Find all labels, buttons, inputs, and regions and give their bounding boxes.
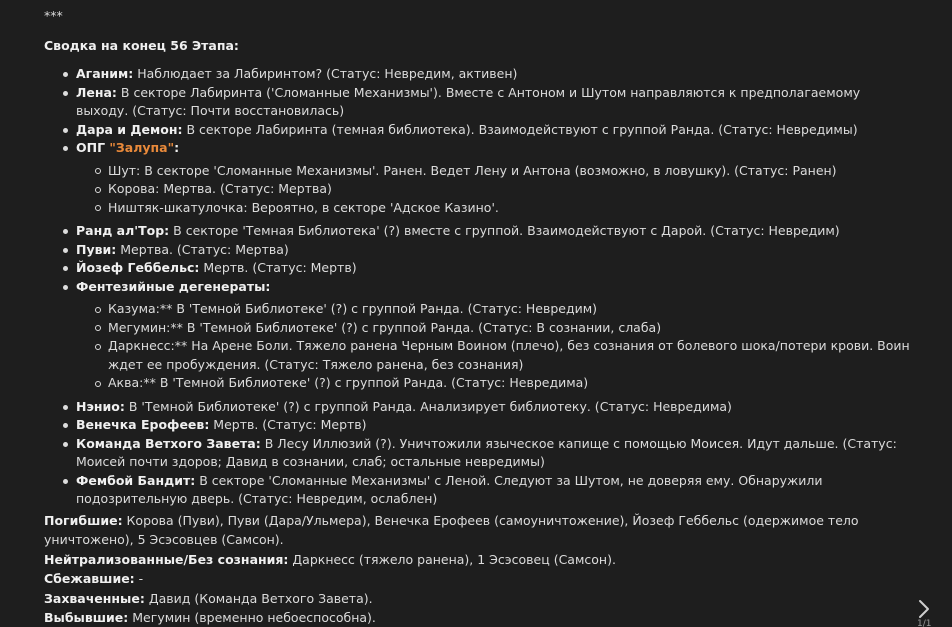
sub-list-item: Казума:** В 'Темной Библиотеке' (?) с группой Ранда. (Статус: Невредим): [76, 300, 912, 319]
sub-list-item: Шут: В секторе 'Сломанные Механизмы'. Ранен. Ведет Лену и Антона (возможно, в ловушку). (Статус: Ранен): [76, 162, 912, 181]
character-list: [44, 65, 912, 509]
totals-line: [44, 569, 912, 589]
summary-heading: Сводка на конец 56 Этапа:: [44, 38, 239, 53]
sub-list-item: Даркнесс:** На Арене Боли. Тяжело ранена Черным Воином (плечо), без сознания от болевого шока/потери крови. Воин ждет ее пробуждения. (Статус: Тяжело ранена, без сознания): [76, 337, 912, 374]
totals-line: [44, 511, 912, 550]
totals-label: Погибшие:: [44, 512, 123, 528]
sub-list-item: Аква:** В 'Темной Библиотеке' (?) с группой Ранда. (Статус: Невредима): [76, 374, 912, 393]
entry-name: Венечка Ерофеев:: [76, 417, 210, 432]
entry-text: Мертва. (Статус: Мертва): [116, 241, 289, 257]
summary-document: [44, 6, 912, 627]
totals-text: -: [134, 571, 144, 586]
list-item-puvi: [44, 241, 912, 260]
totals-line: [44, 550, 912, 570]
entry-name: Йозеф Геббельс:: [76, 260, 200, 275]
entry-text: В секторе Лабиринта ('Сломанные Механизмы'). Вместе с Антоном и Шутом направляются к предполагаемому выходу. (Статус: Почти восстановилась): [76, 84, 861, 118]
entry-text: В секторе 'Темная Библиотека' (?) вместе с группой. Взаимодействуют с Дарой. (Статус: Невредим): [169, 223, 840, 238]
totals-section: [44, 511, 912, 627]
list-item-lena: [44, 84, 912, 121]
entry-name: Лена:: [76, 84, 117, 100]
totals-label: Захваченные:: [44, 590, 145, 606]
list-item-old-testament: [44, 435, 912, 472]
page-counter: 1/1: [917, 619, 932, 627]
next-page-button[interactable]: [913, 598, 935, 620]
list-item-femboy: [44, 472, 912, 509]
entry-name: Команда Ветхого Завета:: [76, 435, 261, 451]
entry-name: Нэнио:: [76, 398, 125, 414]
list-item-dara: [44, 121, 912, 140]
entry-text: Наблюдает за Лабиринтом? (Статус: Невредим, активен): [133, 66, 518, 81]
sub-list-item: Корова: Мертва. (Статус: Мертва): [76, 180, 912, 199]
sub-list-item: Мегумин:** В 'Темной Библиотеке' (?) с группой Ранда. (Статус: В сознании, слаба): [76, 319, 912, 338]
totals-text: Мегумин (временно небоеспособна).: [128, 610, 376, 625]
totals-text: Даркнесс (тяжело ранена), 1 Эсэсовец (Самсон).: [288, 551, 616, 567]
group-name-highlight: "Залупа": [109, 140, 175, 155]
totals-text: Давид (Команда Ветхого Завета).: [144, 590, 373, 606]
list-item-opg: [44, 139, 912, 217]
entry-name: Дара и Демон:: [76, 121, 183, 137]
entry-text: Мертв. (Статус: Мертв): [209, 417, 367, 432]
totals-label: Нейтрализованные/Без сознания:: [44, 551, 289, 567]
entry-text: В секторе 'Сломанные Механизмы' с Леной. Следуют за Шутом, не доверяя ему. Обнаружили подозрительную дверь. (Статус: Невредим, ослаблен): [76, 472, 823, 506]
list-item-venechka: [44, 416, 912, 435]
chevron-right-icon: [913, 598, 935, 620]
entry-name: ОПГ: [76, 140, 110, 155]
list-item-nenio: [44, 398, 912, 417]
totals-label: Сбежавшие:: [44, 571, 135, 586]
entry-name: Аганим:: [76, 66, 134, 81]
sub-list: [76, 162, 912, 218]
separator: ***: [44, 8, 63, 23]
list-item-aganim: [44, 65, 912, 84]
totals-line: [44, 589, 912, 609]
entry-text: Мертв. (Статус: Мертв): [199, 260, 357, 275]
totals-text: Корова (Пуви), Пуви (Дара/Ульмера), Венечка Ерофеев (самоуничтожение), Йозеф Геббельс (одержимое тело уничтожено), 5 Эсэсовцев (Самсон).: [44, 512, 859, 547]
list-item-fantasy: [44, 278, 912, 393]
sub-list: [76, 300, 912, 393]
list-item-rand: [44, 222, 912, 241]
entry-text: В секторе Лабиринта (темная библиотека). Взаимодействуют с группой Ранда. (Статус: Невредимы): [182, 121, 858, 137]
entry-name: Пуви:: [76, 241, 117, 257]
entry-name: Фентезийные дегенераты:: [76, 278, 271, 294]
entry-colon: :: [174, 140, 180, 155]
totals-line: [44, 608, 912, 627]
list-item-goebbels: [44, 259, 912, 278]
totals-label: Выбывшие:: [44, 610, 129, 625]
sub-list-item: Ништяк-шкатулочка: Вероятно, в секторе 'Адское Казино'.: [76, 199, 912, 218]
entry-name: Ранд ал'Тор:: [76, 223, 170, 238]
entry-name: Фембой Бандит:: [76, 472, 196, 488]
entry-text: В 'Темной Библиотеке' (?) с группой Ранда. Анализирует библиотеку. (Статус: Невредима): [124, 398, 732, 414]
entry-text: В Лесу Иллюзий (?). Уничтожили языческое капище с помощью Моисея. Идут дальше. (Статус: Моисей почти здоров; Давид в сознании, слаб; остальные невредимы): [76, 435, 897, 469]
